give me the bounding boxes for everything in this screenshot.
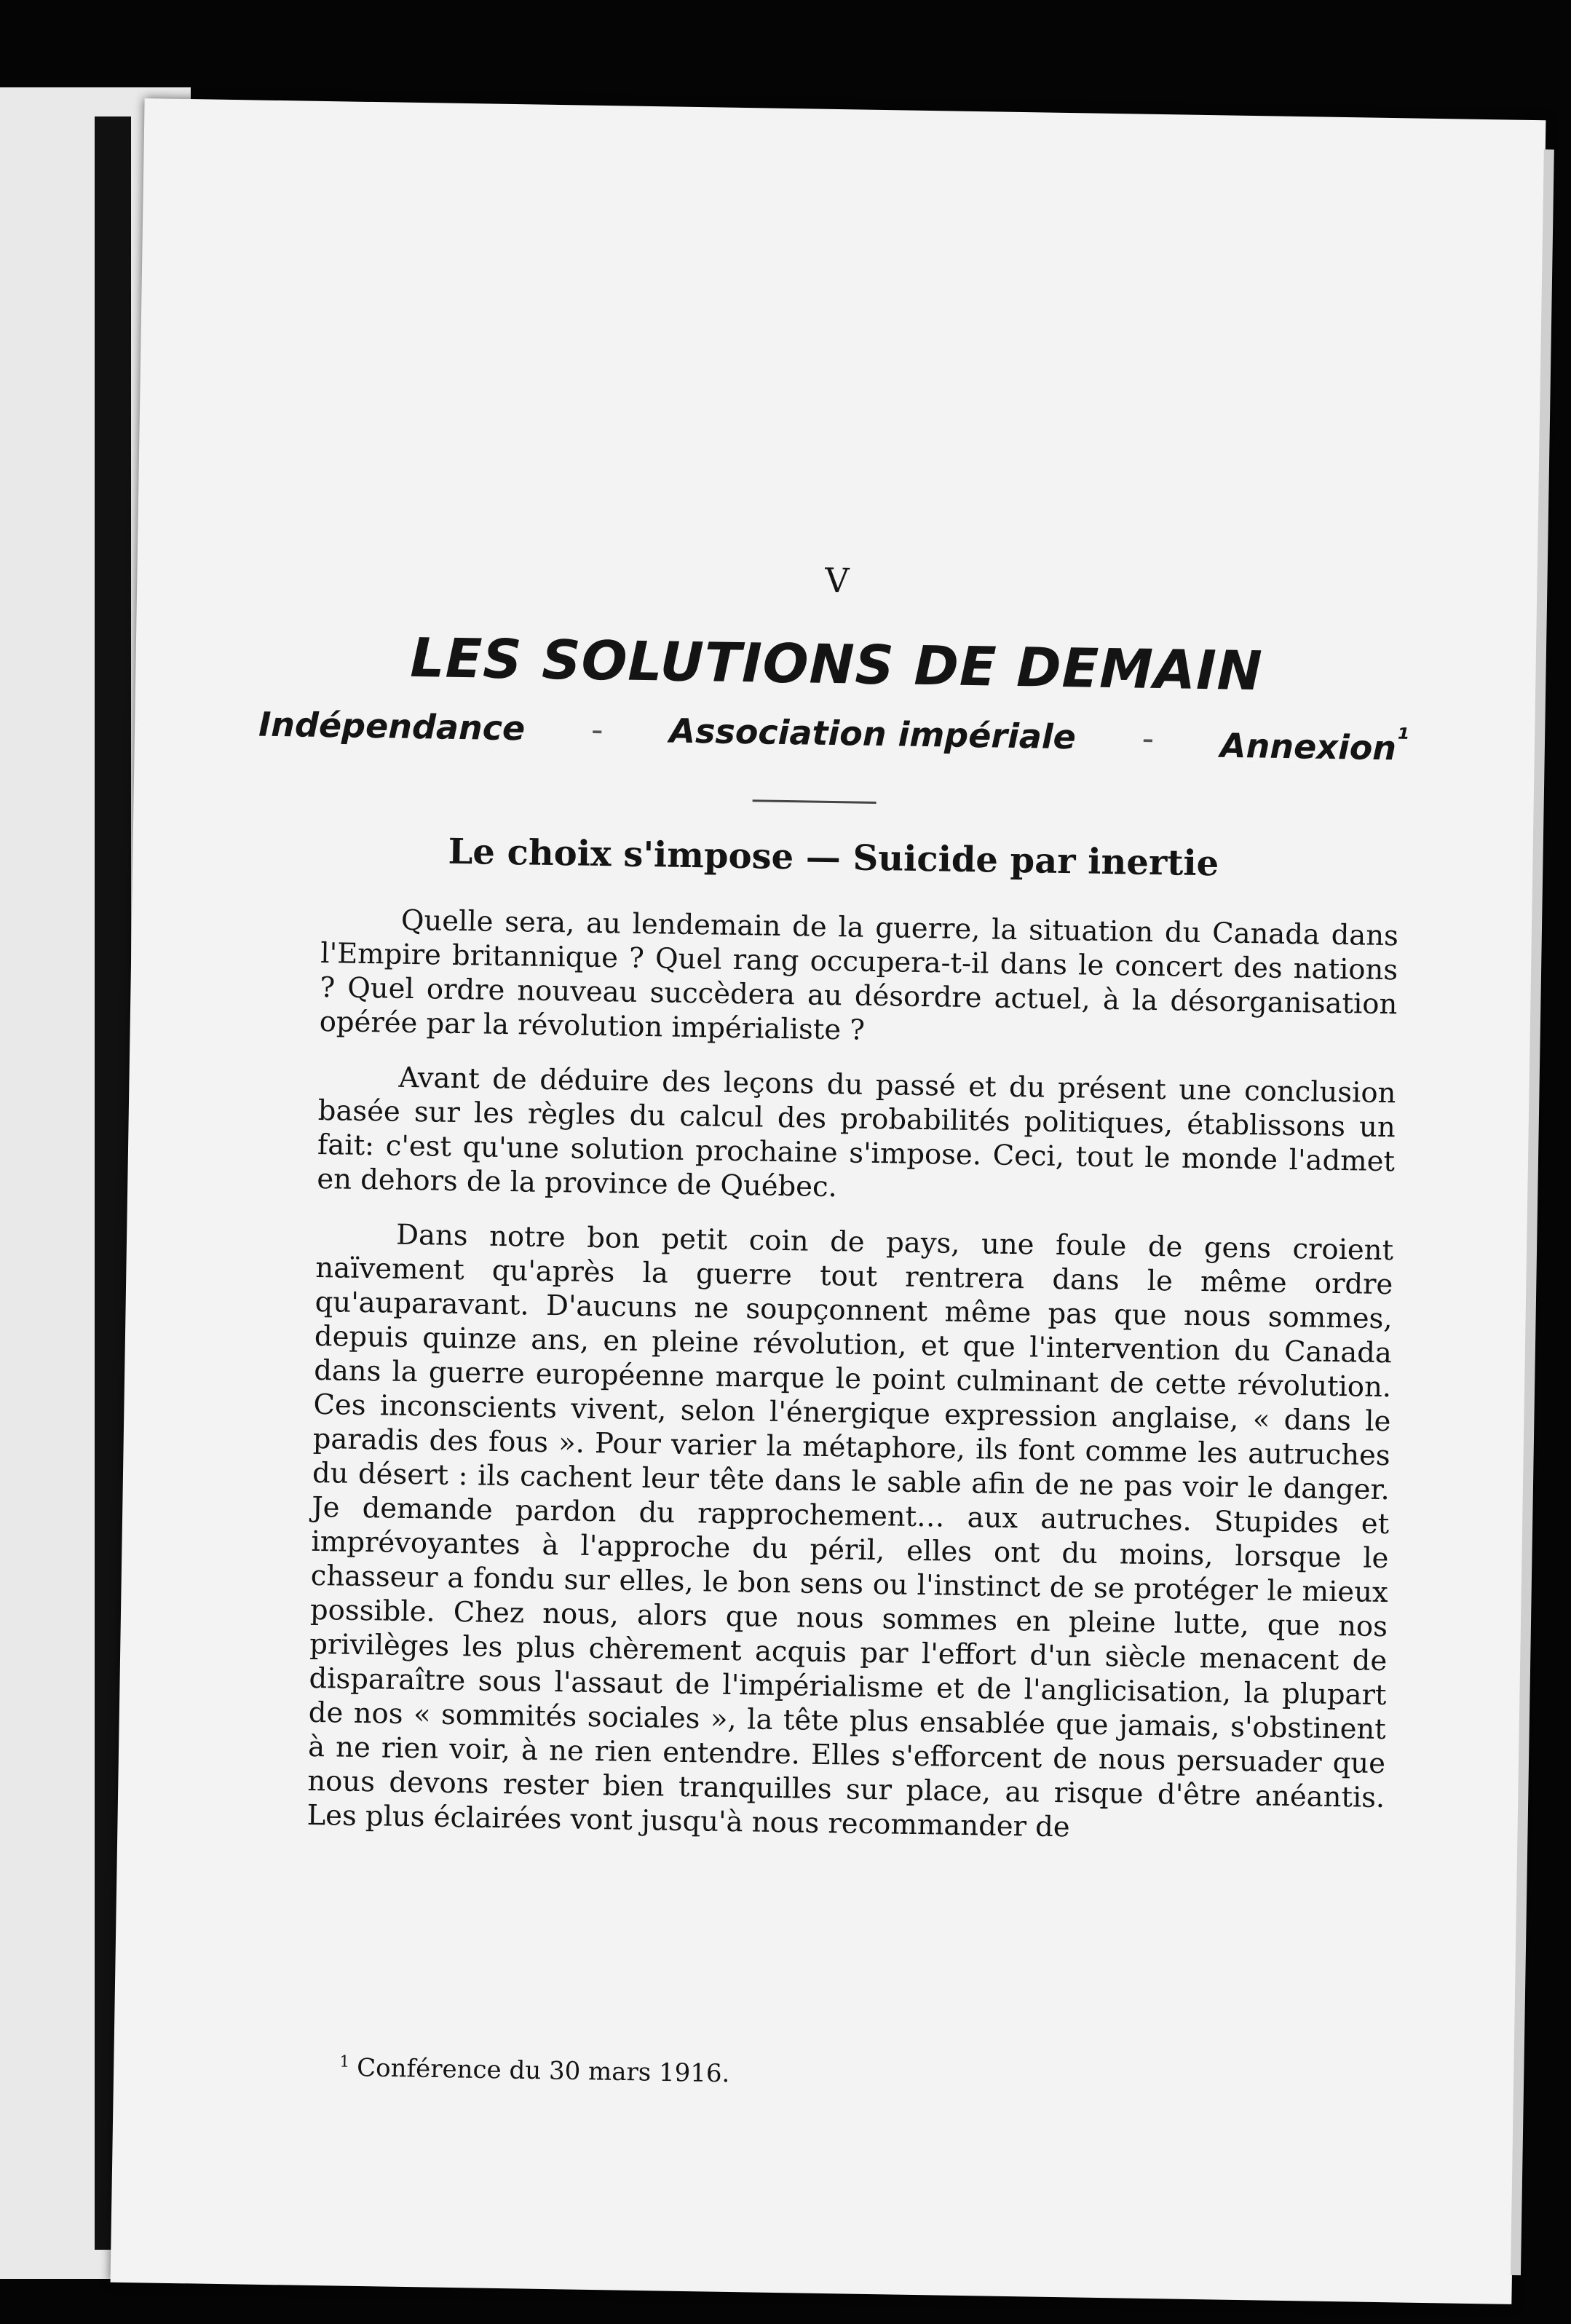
subtitle-text: Annexion [1219, 725, 1397, 768]
footnote [339, 2053, 730, 2089]
subtitle-separator: - [1141, 718, 1155, 758]
decorative-rule [753, 799, 876, 804]
subtitle-part: Association impériale [669, 711, 1077, 757]
subtitle-part [1220, 719, 1409, 767]
chapter-title: LES SOLUTIONS DE DEMAIN [409, 626, 1264, 703]
paragraph: Avant de déduire des leçons du passé et du présent une conclusion basée sur les règles du calcul des probabilités politiques, établissons un fait: c'est qu'une solution prochaine s'impose. Ceci, tout le monde l'admet en dehors de la province de Québec. [317, 1061, 1396, 1204]
footnote-number: 1 [339, 2052, 350, 2071]
body-text [306, 902, 1398, 1870]
chapter-number: V [824, 560, 851, 601]
subtitle-part: Indépendance [258, 704, 526, 748]
paragraph: Dans notre bon petit coin de pays, une foule de gens croient naïvement qu'après la guerre tout rentrera dans le même ordre qu'auparavant. D'aucuns ne soupçonnent même pas que nous sommes, depuis quinze ans, en pleine révolution, et que l'intervention du Canada dans la guerre européenne marque le point culminant de cette révolution. Ces inconscients vivent, selon l'énergique expression anglaise, « dans le paradis des fous ». Pour varier la métaphore, ils font comme les autruches du désert : ils cachent leur tête dans le sable afin de ne pas voir le danger. Je demande pardon du rapprochement… aux autruches. Stupides et imprévoyantes à l'approche du péril, elles ont du moins, lorsque le chasseur a fondu sur elles, le bon sens ou l'instinct de se protéger le mieux possible. Chez nous, alors que nous sommes en pleine lutte, que nos privilèges les plus chèrement acquis par l'effort d'un siècle menacent de disparaître sous l'assaut de l'impérialisme et de l'anglicisation, la plupart de nos « sommités sociales », la tête plus ensablée que jamais, s'obstinent à ne rien voir, à ne rien entendre. Elles s'efforcent de nous persuader que nous devons rester bien tranquilles sur place, au risque d'être anéantis. Les plus éclairées vont jusqu'à nous recommander de [306, 1218, 1394, 1844]
page-edge-shadow [1511, 149, 1554, 2275]
paragraph: Quelle sera, au lendemain de la guerre, la situation du Canada dans l'Empire britannique ? Quel rang occupera-t-il dans le concert des nations ? Quel ordre nouveau succèdera au désordre actuel, à la désorganisation opérée par la révolution impérialiste ? [319, 904, 1399, 1047]
footnote-marker: ¹ [1396, 722, 1409, 756]
book-page [111, 98, 1546, 2304]
footnote-text: Conférence du 30 mars 1916. [356, 2053, 730, 2089]
subtitle-separator: - [590, 709, 604, 750]
section-heading: Le choix s'impose — Suicide par inertie [448, 831, 1219, 885]
chapter-subtitle [258, 705, 1409, 768]
